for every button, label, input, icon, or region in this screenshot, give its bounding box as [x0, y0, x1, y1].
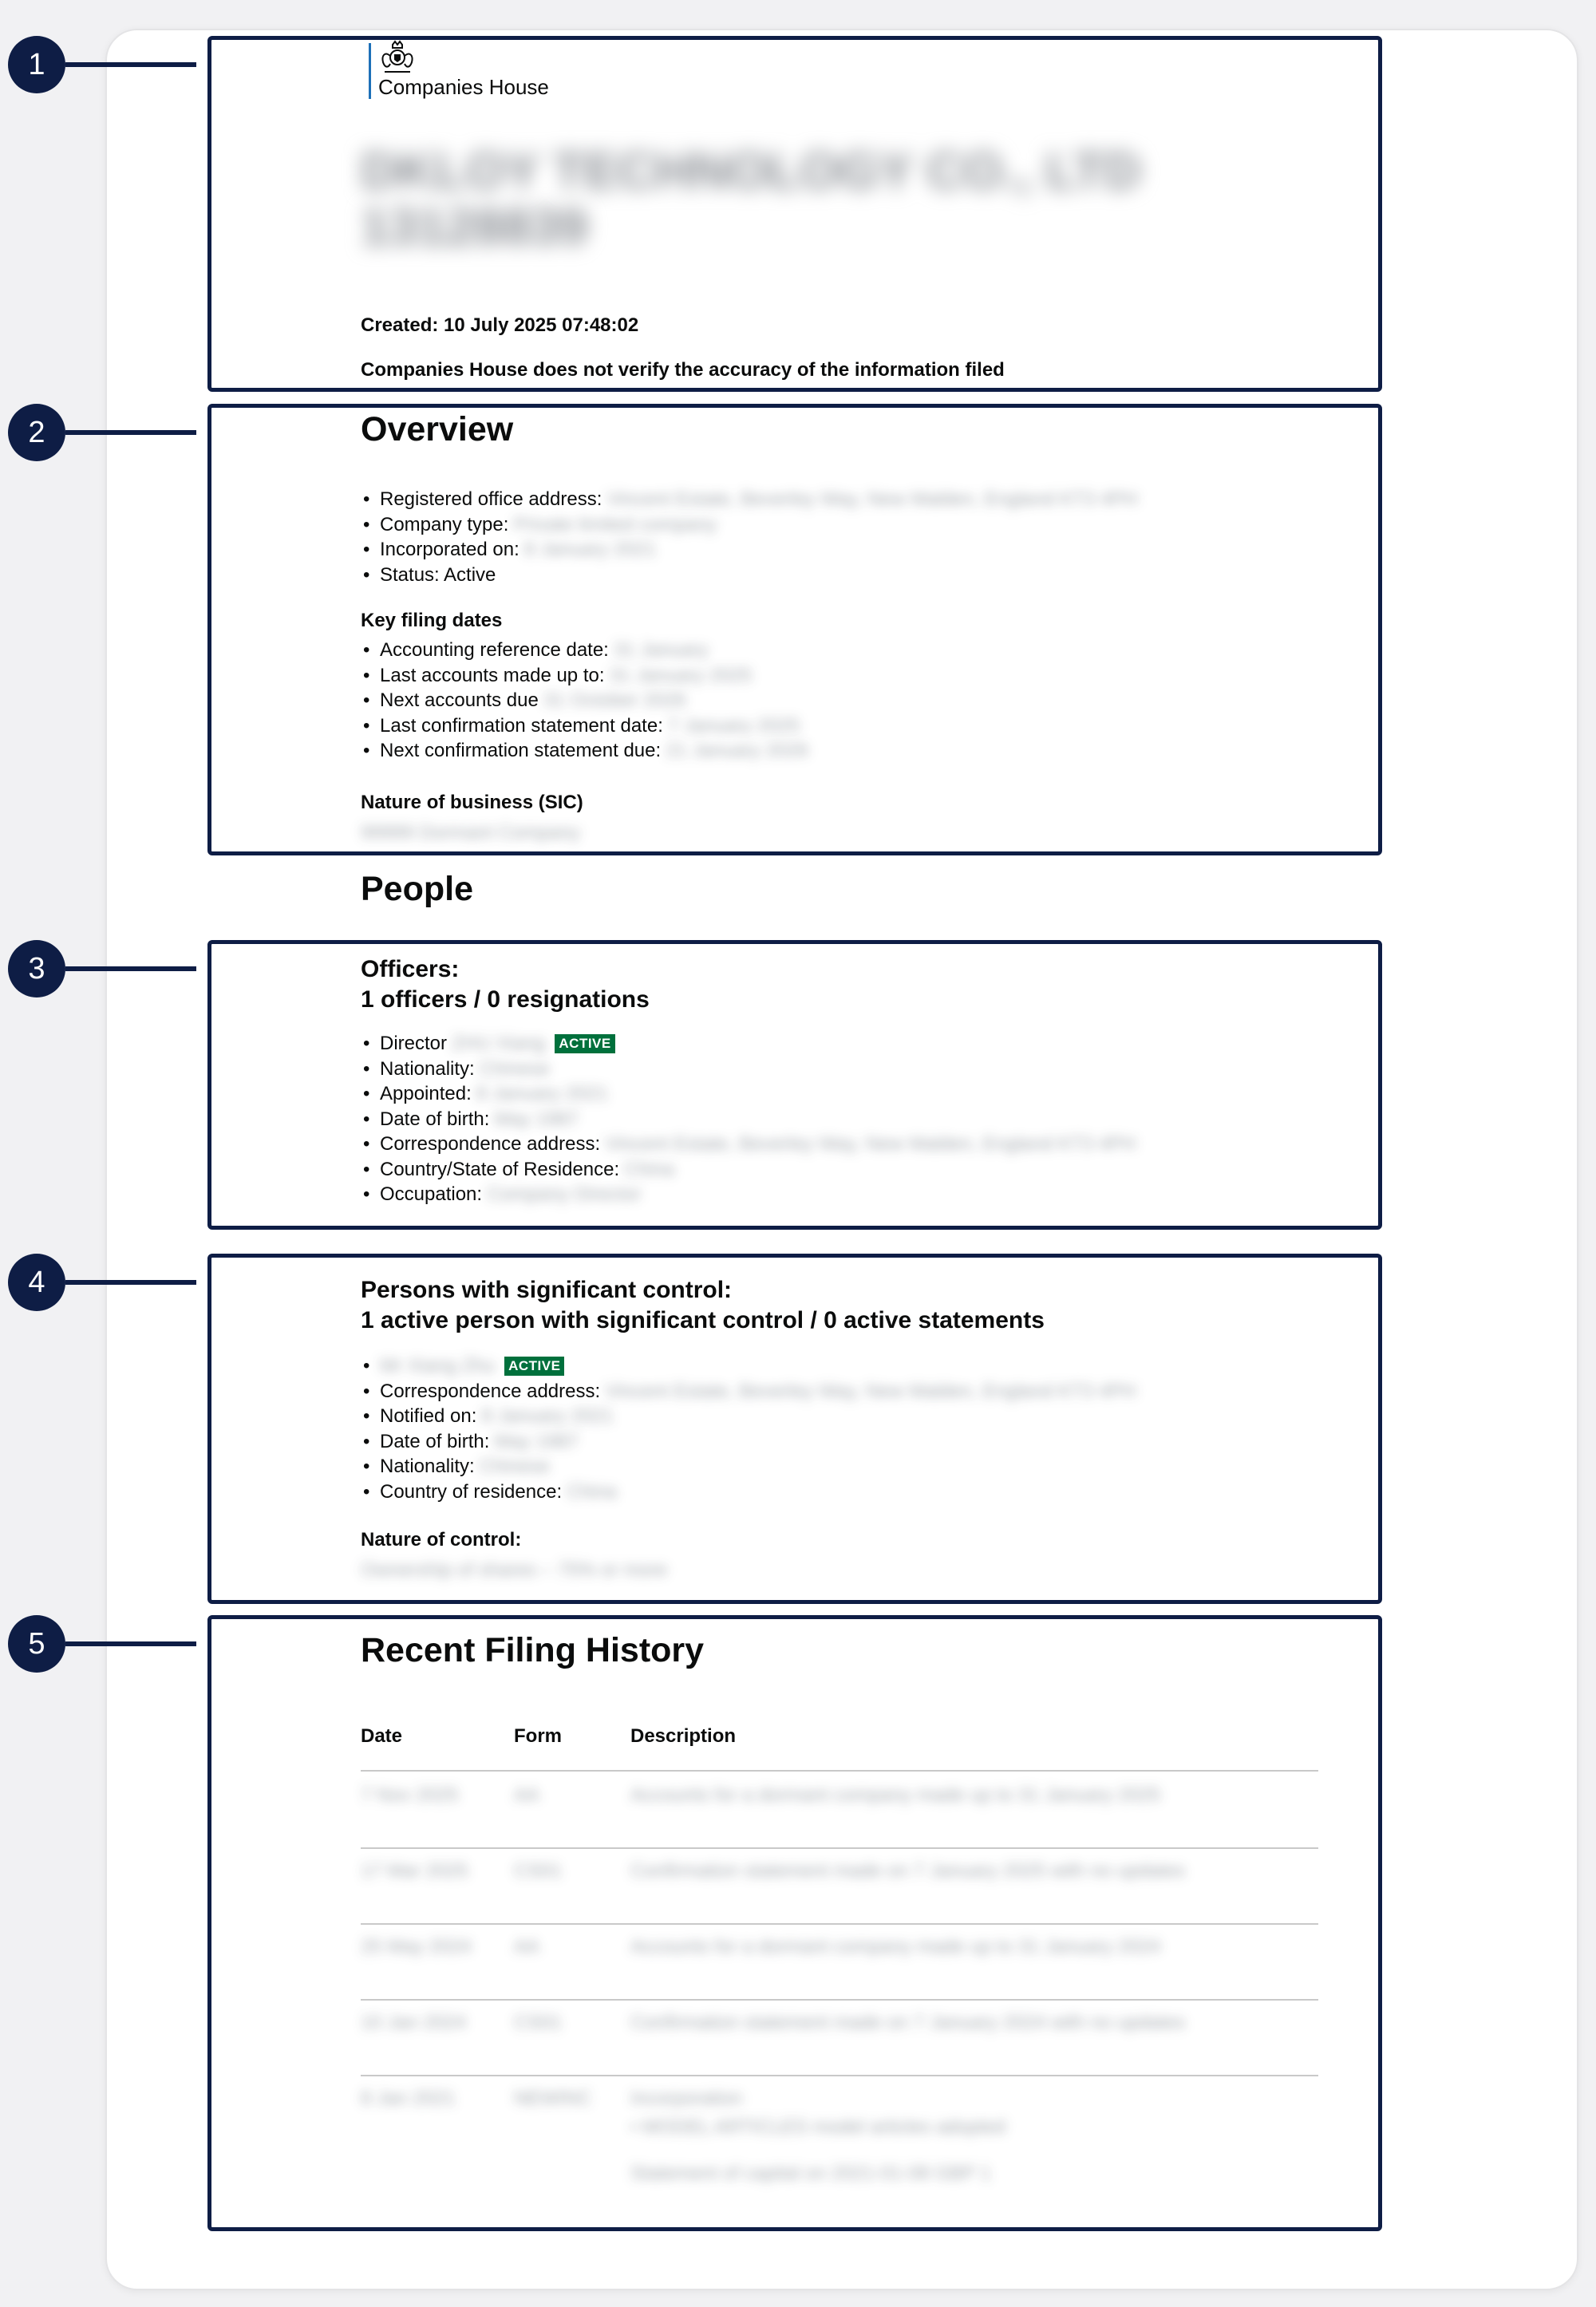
- list-item: • Country of residence: China: [361, 1479, 1325, 1505]
- key-dates-list: [361, 638, 1325, 764]
- list-item: • Nationality: Chinese: [361, 1454, 1325, 1479]
- callout-connector-3: [65, 966, 196, 971]
- list-item: • Accounting reference date: 31 January: [361, 638, 1325, 663]
- table-header: [361, 1714, 1318, 1772]
- company-number: 13128839: [361, 198, 588, 255]
- callout-marker-3: 3: [8, 940, 65, 997]
- overview-heading: Overview: [361, 410, 514, 448]
- list-item: • Registered office address: Vincent Estate, Beverley Way, New Malden, England KT3 4PH: [361, 487, 1325, 512]
- psc-heading: Persons with significant control:: [361, 1277, 733, 1303]
- psc-count: 1 active person with significant control / 0 active statements: [361, 1307, 1045, 1333]
- list-item: • Notified on: 8 January 2021: [361, 1404, 1325, 1429]
- callout-marker-5: 5: [8, 1615, 65, 1673]
- list-item: • Mr Xiang Zhu ACTIVE: [361, 1353, 1325, 1379]
- key-filing-dates-heading: Key filing dates: [361, 610, 503, 631]
- accuracy-disclaimer: Companies House does not verify the accuracy of the information filed: [361, 359, 1005, 381]
- psc-list: [361, 1353, 1325, 1504]
- date-column-header: Date: [361, 1725, 403, 1747]
- list-item: • Correspondence address: Vincent Estate, Beverley Way, New Malden, England KT3 4PH: [361, 1132, 1325, 1157]
- table-row: 8 Jan 2021 NEWINC Incorporation • MODEL ARTICLES model articles adopted Statement of capital on 2021-01-08 GBP 1: [361, 2088, 1005, 2184]
- list-item: • Next confirmation statement due: 21 January 2026: [361, 738, 1325, 764]
- nature-of-control-heading: Nature of control:: [361, 1529, 522, 1551]
- table-row: 7 Nov 2025 AA Accounts for a dormant company made up to 31 January 2025: [361, 1772, 1318, 1849]
- form-column-header: Form: [514, 1725, 562, 1747]
- nature-of-control-value: Ownership of shares – 75% or more: [361, 1559, 668, 1581]
- overview-list: [361, 487, 1325, 587]
- list-item: • Correspondence address: Vincent Estate, Beverley Way, New Malden, England KT3 4PH: [361, 1379, 1325, 1404]
- list-item: • Country/State of Residence: China: [361, 1157, 1325, 1183]
- status-badge: ACTIVE: [555, 1034, 614, 1053]
- officers-heading: Officers:: [361, 956, 460, 982]
- filing-history-heading: Recent Filing History: [361, 1631, 705, 1669]
- callout-marker-2: 2: [8, 404, 65, 461]
- callout-marker-4: 4: [8, 1254, 65, 1311]
- list-item: • Last confirmation statement date: 7 January 2025: [361, 713, 1325, 739]
- table-row: 17 Mar 2025 CS01 Confirmation statement made on 7 January 2025 with no updates: [361, 1847, 1318, 1925]
- list-item: • Next accounts due 31 October 2026: [361, 688, 1325, 713]
- callout-marker-1: 1: [8, 36, 65, 93]
- list-item: • Director ZHU Xiang ACTIVE: [361, 1031, 1325, 1057]
- callout-connector-5: [65, 1641, 196, 1646]
- list-item: • Nationality: Chinese: [361, 1057, 1325, 1082]
- list-item: • Last accounts made up to: 31 January 2025: [361, 663, 1325, 689]
- list-item: • Date of birth: May 1987: [361, 1429, 1325, 1455]
- callout-connector-1: [65, 62, 196, 67]
- officer-list: [361, 1031, 1325, 1207]
- callout-connector-4: [65, 1280, 196, 1285]
- logo-rule: [369, 43, 371, 99]
- list-item: • Company type: Private limited company: [361, 512, 1325, 538]
- created-timestamp: Created: 10 July 2025 07:48:02: [361, 314, 639, 336]
- officers-count: 1 officers / 0 resignations: [361, 986, 650, 1013]
- list-item: • Date of birth: May 1987: [361, 1107, 1325, 1132]
- royal-crest-icon: [377, 40, 418, 75]
- sic-heading: Nature of business (SIC): [361, 792, 583, 813]
- list-item: • Appointed: 8 January 2021: [361, 1081, 1325, 1107]
- company-name: DKLOY TECHNOLOGY CO., LTD: [361, 142, 1141, 199]
- list-item: • Incorporated on: 8 January 2021: [361, 537, 1325, 563]
- table-row: 25 May 2024 AA Accounts for a dormant company made up to 31 January 2024: [361, 1923, 1318, 2001]
- status-badge: ACTIVE: [504, 1357, 564, 1376]
- list-item: • Occupation: Company Director: [361, 1182, 1325, 1207]
- companies-house-logo-text: Companies House: [378, 75, 549, 99]
- list-item: • Status: Active: [361, 563, 1325, 588]
- sic-value: 99999 Dormant Company: [361, 822, 580, 843]
- description-column-header: Description: [630, 1725, 737, 1747]
- people-heading: People: [361, 870, 473, 908]
- table-row: 10 Jan 2024 CS01 Confirmation statement made on 7 January 2024 with no updates: [361, 1999, 1318, 2076]
- callout-connector-2: [65, 430, 196, 435]
